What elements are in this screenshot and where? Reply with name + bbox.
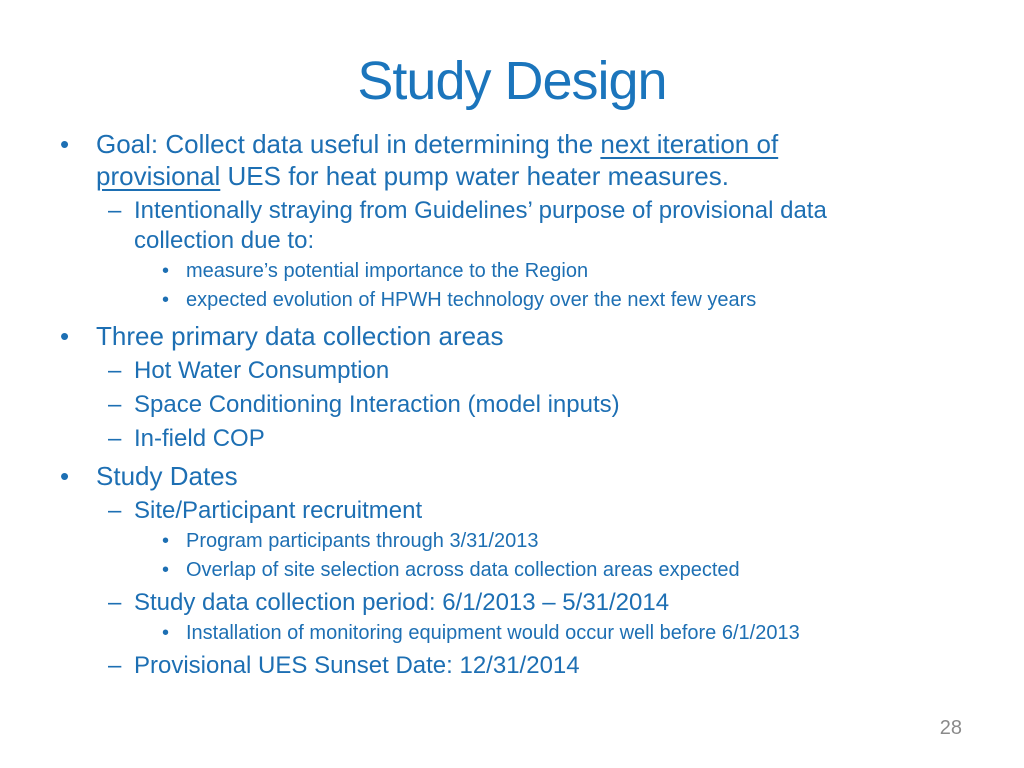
bullet-goal-text — [96, 128, 1024, 192]
bullet-straying-text — [134, 196, 1024, 256]
dash-icon: – — [108, 197, 122, 224]
bullet-recruitment — [0, 496, 1024, 526]
bullet-collection-period — [0, 588, 1024, 618]
goal-text-line1: Goal: Collect data useful in determining the — [96, 129, 601, 159]
dash-icon: – — [108, 589, 122, 616]
bullet-icon: • — [162, 530, 170, 552]
bullet-program-participants — [0, 527, 1024, 555]
page-title: Study Design — [357, 51, 667, 111]
bullet-sunset-date-text: Provisional UES Sunset Date: 12/31/2014 — [134, 652, 580, 679]
dash-icon: – — [108, 391, 122, 418]
bullet-collection-period-text: Study data collection period: 6/1/2013 – 5/31/2014 — [134, 589, 670, 616]
bullet-program-participants-text: Program participants through 3/31/2013 — [186, 530, 539, 552]
bullet-sunset-date — [0, 651, 1024, 681]
bullet-study-dates-text: Study Dates — [96, 461, 238, 491]
bullet-importance-text: measure’s potential importance to the Region — [186, 260, 589, 282]
bullet-icon: • — [60, 129, 70, 159]
dash-icon: – — [108, 497, 122, 524]
bullet-three-areas-text: Three primary data collection areas — [96, 321, 504, 351]
bullet-installation — [0, 619, 1024, 647]
dash-icon: – — [108, 652, 122, 679]
bullet-installation-text: Installation of monitoring equipment would occur well before 6/1/2013 — [186, 622, 800, 644]
bullet-icon: • — [162, 260, 170, 282]
dash-icon: – — [108, 357, 122, 384]
bullet-icon: • — [60, 461, 70, 491]
bullet-icon: • — [162, 559, 170, 581]
straying-line2: collection due to: — [134, 227, 315, 254]
bullet-overlap-text: Overlap of site selection across data collection areas expected — [186, 559, 740, 581]
bullet-straying — [0, 196, 1024, 256]
dash-icon: – — [108, 425, 122, 452]
bullet-space-conditioning — [0, 390, 1024, 420]
bullet-in-field-cop — [0, 424, 1024, 454]
bullet-icon: • — [162, 622, 170, 644]
goal-underlined-line2: provisional — [96, 161, 221, 191]
goal-text-line2: UES for heat pump water heater measures. — [220, 161, 729, 191]
bullet-recruitment-text: Site/Participant recruitment — [134, 497, 423, 524]
bullet-in-field-cop-text: In-field COP — [134, 425, 265, 452]
page-number: 28 — [939, 717, 962, 739]
bullet-study-dates — [0, 460, 1024, 492]
bullet-three-areas — [0, 320, 1024, 352]
goal-underlined-line1: next iteration of — [600, 129, 779, 159]
straying-line1: Intentionally straying from Guidelines’ purpose of provisional data — [134, 197, 827, 224]
bullet-evolution — [0, 286, 1024, 314]
bullet-overlap — [0, 556, 1024, 584]
bullet-list — [0, 128, 1024, 681]
bullet-space-conditioning-text: Space Conditioning Interaction (model inputs) — [134, 391, 620, 418]
bullet-hot-water — [0, 356, 1024, 386]
bullet-icon: • — [60, 321, 70, 351]
bullet-icon: • — [162, 289, 170, 311]
bullet-hot-water-text: Hot Water Consumption — [134, 357, 390, 384]
bullet-evolution-text: expected evolution of HPWH technology over the next few years — [186, 289, 757, 311]
bullet-importance — [0, 257, 1024, 285]
bullet-goal — [0, 128, 1024, 192]
